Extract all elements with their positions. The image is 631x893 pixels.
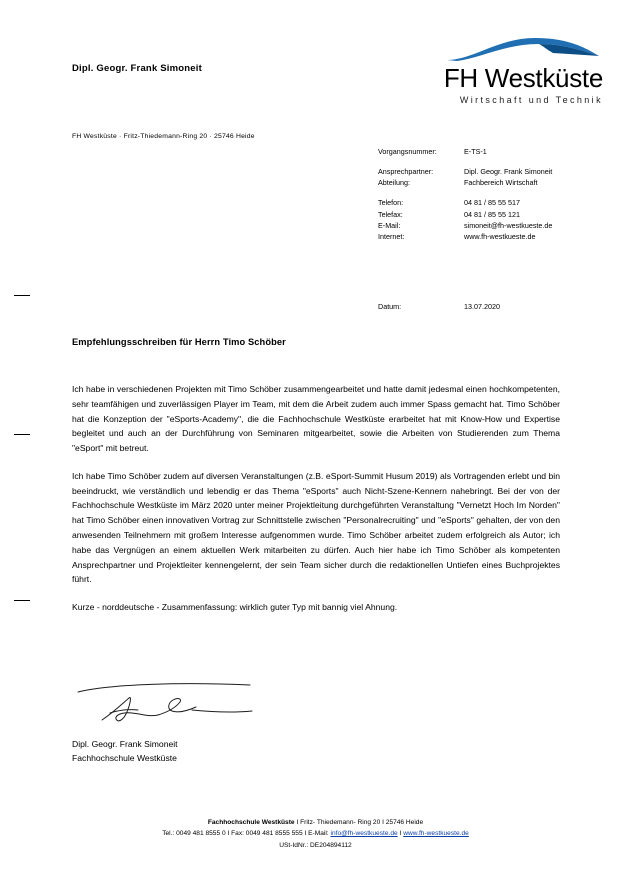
info-value: 04 81 / 85 55 121 <box>464 209 520 219</box>
info-value: Fachbereich Wirtschaft <box>464 178 538 188</box>
info-row <box>378 146 608 157</box>
logo-subtitle: Wirtschaft und Technik <box>459 95 603 106</box>
info-row <box>378 231 608 242</box>
info-row <box>378 197 608 208</box>
info-row <box>378 177 608 188</box>
handwritten-signature <box>72 682 302 737</box>
wave-swoosh-icon <box>423 34 603 64</box>
footer-website-link[interactable]: www.fh-westkueste.de <box>403 829 469 837</box>
date-value: 13.07.2020 <box>464 302 500 311</box>
footer-line-1 <box>0 818 631 829</box>
footer-institution: Fachhochschule Westküste <box>207 819 295 826</box>
info-row <box>378 220 608 231</box>
footer-email-link[interactable]: info@fh-westkueste.de <box>330 829 398 837</box>
info-label: Telefon: <box>378 198 404 208</box>
date-label: Datum: <box>378 302 402 311</box>
info-row <box>378 166 608 177</box>
letter-subject: Empfehlungsschreiben für Herrn Timo Schöber <box>72 337 286 347</box>
info-label: Ansprechpartner: <box>378 167 434 177</box>
fh-westkueste-logo <box>423 34 603 105</box>
body-paragraph: Ich habe in verschiedenen Projekten mit Timo Schöber zusammengearbeitet und hatte damit jedesmal einen hochkompetenten, sehr teamfähigen und zuverlässigen Player im Team, mit dem die Arbeit zudem auch immer Spass gemacht hat. Timo Schöber hat die Konzeption der "eSports-Academy", die die Fachhochschule Westküste erarbeitet hat mit Know-How und Expertise begleitet und auch an der Durchführung von Seminaren mitgearbeitet, sowie die Arbeiten von Studierenden zum Thema "eSport" mit betreut. <box>72 384 560 454</box>
body-paragraph: Ich habe Timo Schöber zudem auf diversen Veranstaltungen (z.B. eSport-Summit Husum 2019) als Vortragenden erlebt und bin beeindruckt, wie verständlich und lebendig er das Thema "eSports" auch Nicht-Szene-Kennern nahebringt. Bei der von der Fachhochschule Westküste im März 2020 unter meiner Projektleitung durchgeführten Veranstaltung "Vernetzt Hoch Im Norden" hat Timo Schöber einen innovativen Vortrag zur Schnittstelle zwischen "Personalrecruiting" und "eSports" gehalten, der von den anwesenden Teilnehmern mit großem Interesse aufgenommen wurde. Timo Schöber arbeitet zudem erfolgreich als Autor; ich habe das Vergnügen an einem aktuellen Werk mitarbeiten zu dürfen. Auch hier habe ich Timo Schöber als kompetenten Ansprechpartner und Projektleiter kennengelernt, der sein Team sicher durch die redaktionellen Untiefen eines Buchprojektes führt. <box>72 470 560 585</box>
logo-wordmark: FH Westküste <box>443 63 603 93</box>
fold-mark <box>14 600 30 601</box>
letter-body <box>72 382 560 615</box>
info-value-website: www.fh-westkueste.de <box>464 231 536 241</box>
info-value-email: simoneit@fh-westkueste.de <box>464 220 553 230</box>
signature-block <box>72 738 178 766</box>
footer-line-3: USt-IdNr.: DE204894112 <box>279 841 352 849</box>
info-label: Abteilung: <box>378 178 410 188</box>
info-label: Internet: <box>378 231 405 241</box>
footer-address: I Fritz- Thiedemann- Ring 20 I 25746 Heide <box>296 819 424 826</box>
fold-mark <box>14 295 30 296</box>
footer-phone-fax: Tel.: 0049 481 8555 0 I Fax: 0049 481 8555 555 I E-Mail: <box>162 829 329 837</box>
return-address-line: FH Westküste · Fritz-Thiedemann-Ring 20 · 25746 Heide <box>72 133 255 140</box>
page-footer <box>0 818 631 852</box>
body-paragraph: Kurze - norddeutsche - Zusammenfassung: wirklich guter Typ mit bannig viel Ahnung. <box>72 602 398 613</box>
signature-organisation: Fachhochschule Westküste <box>72 752 177 763</box>
contact-info-block <box>378 146 608 242</box>
signature-name: Dipl. Geogr. Frank Simoneit <box>72 739 178 749</box>
info-label: E-Mail: <box>378 220 401 230</box>
sender-name: Dipl. Geogr. Frank Simoneit <box>72 63 202 74</box>
fold-mark <box>14 434 30 435</box>
footer-separator: I <box>399 829 402 837</box>
info-value: E-TS-1 <box>464 147 487 156</box>
info-value: 04 81 / 85 55 517 <box>464 198 520 208</box>
info-row <box>378 209 608 220</box>
info-label: Vorgangsnummer: <box>378 147 437 156</box>
info-value: Dipl. Geogr. Frank Simoneit <box>464 167 553 177</box>
info-label: Telefax: <box>378 209 403 219</box>
footer-line-2 <box>0 829 631 840</box>
date-block <box>378 302 608 311</box>
